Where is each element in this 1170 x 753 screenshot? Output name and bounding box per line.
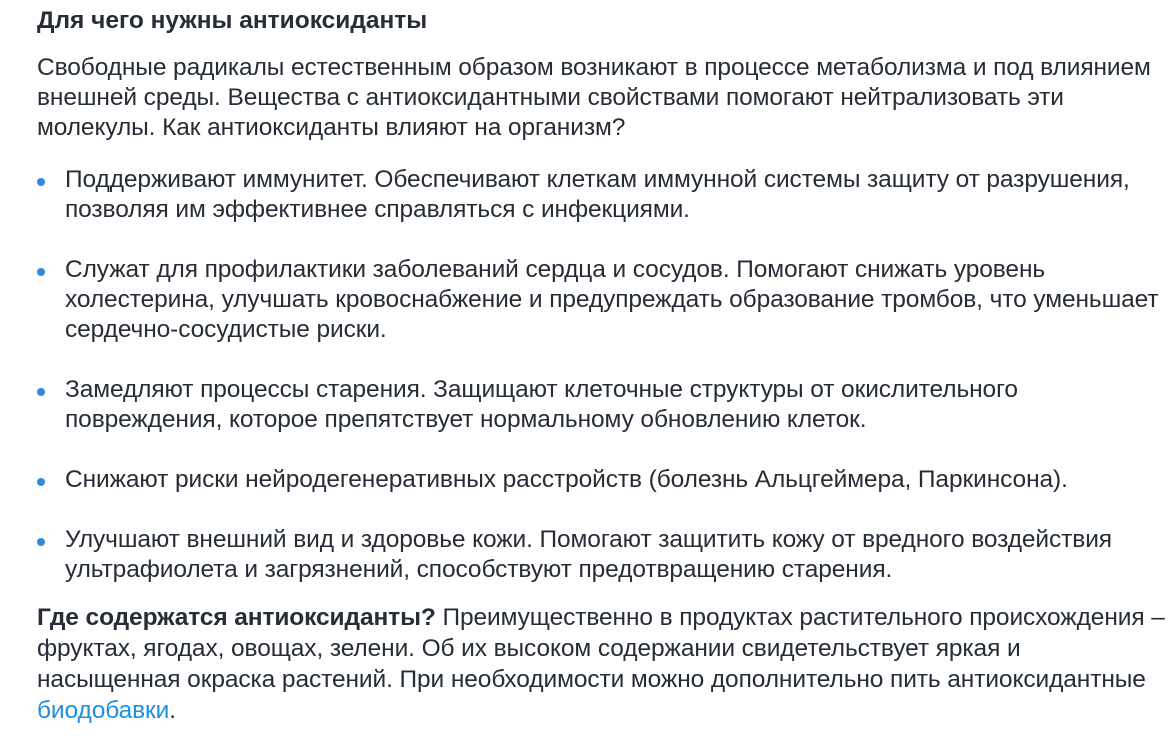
list-item-text: Снижают риски нейродегенеративных расстройств (болезнь Альцгеймера, Паркинсона). — [65, 466, 1068, 493]
section-heading: Для чего нужны антиоксиданты — [37, 7, 428, 34]
sources-question: Где содержатся антиоксиданты? — [37, 604, 436, 631]
list-item — [37, 375, 1165, 435]
list-item — [37, 525, 1165, 585]
benefits-list — [37, 165, 1165, 585]
bullet-dot-icon — [37, 268, 45, 276]
list-item-text: Замедляют процессы старения. Защищают клеточные структуры от окислительного повреждения, которое препятствует нормальному обновлению клеток. — [65, 376, 1018, 433]
sources-end: . — [169, 697, 176, 724]
list-item-text: Служат для профилактики заболеваний сердца и сосудов. Помогают снижать уровень холестерина, улучшать кровоснабжение и предупреждать образование тромбов, что уменьшает сердечно-сосудистые риски. — [65, 256, 1159, 343]
bullet-dot-icon — [37, 538, 45, 546]
bullet-dot-icon — [37, 478, 45, 486]
sources-paragraph — [37, 602, 1165, 726]
bullet-dot-icon — [37, 388, 45, 396]
list-item — [37, 465, 1165, 495]
list-item — [37, 255, 1165, 345]
bullet-dot-icon — [37, 178, 45, 186]
list-item-text: Поддерживают иммунитет. Обеспечивают клеткам иммунной системы защиту от разрушения, позволяя им эффективнее справляться с инфекциями. — [65, 166, 1130, 223]
sources-text: Преимущественно в продуктах растительного происхождения – фруктах, ягодах, овощах, зелени. Об их высоком содержании свидетельствует яркая и насыщенная окраска растений. При необходимости можно дополнительно пить антиоксидантные — [37, 604, 1165, 693]
article — [37, 0, 1165, 726]
list-item-text: Улучшают внешний вид и здоровье кожи. Помогают защитить кожу от вредного воздействия ультрафиолета и загрязнений, способствуют предотвращению старения. — [65, 526, 1112, 583]
list-item — [37, 165, 1165, 225]
intro-paragraph: Свободные радикалы естественным образом возникают в процессе метаболизма и под влиянием внешней среды. Вещества с антиоксидантными свойствами помогают нейтрализовать эти молекулы. Как антиоксиданты влияют на организм? — [37, 54, 1151, 141]
supplements-link[interactable]: биодобавки — [37, 697, 170, 724]
